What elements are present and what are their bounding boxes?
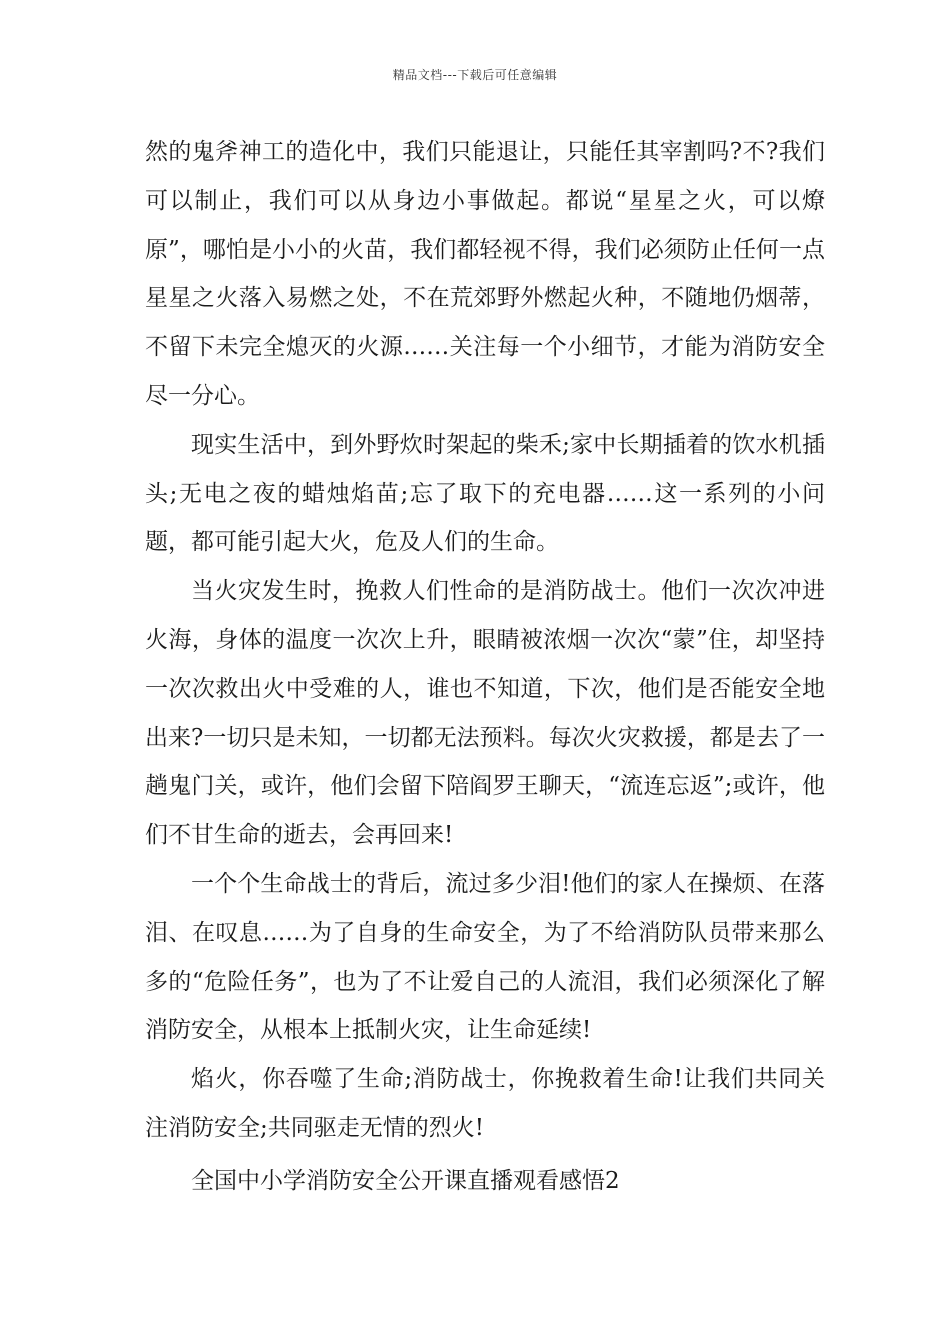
paragraph: 现实生活中，到外野炊时架起的柴禾;家中长期插着的饮水机插头;无电之夜的蜡烛焰苗;忘了取下的充电器……这一系列的小问题，都可能引起大火，危及人们的生命。	[145, 431, 825, 556]
paragraph: 当火灾发生时，挽救人们性命的是消防战士。他们一次次冲进火海，身体的温度一次次上升，眼睛被浓烟一次次“蒙”住，却坚持一次次救出火中受难的人，谁也不知道，下次，他们是否能安全地出来?一切只是未知，一切都无法预料。每次火灾救援，都是去了一趟鬼门关，或许，他们会留下陪阎罗王聊天，“流连忘返”;或许，他们不甘生命的逝去，会再回来!	[145, 578, 825, 849]
paragraph-continuation: 然的鬼斧神工的造化中，我们只能退让，只能任其宰割吗?不?我们可以制止，我们可以从身边小事做起。都说“星星之火，可以燎原”，哪怕是小小的火苗，我们都轻视不得，我们必须防止任何一点星星之火落入易燃之处，不在荒郊野外燃起火种，不随地仍烟蒂，不留下未完全熄灭的火源……关注每一个小细节，才能为消防安全尽一分心。	[145, 139, 825, 409]
section-title: 全国中小学消防安全公开课直播观看感悟2	[191, 1167, 620, 1194]
document-body	[145, 128, 825, 1206]
paragraph: 一个个生命战士的背后，流过多少泪!他们的家人在操烦、在落泪、在叹息……为了自身的生命安全，为了不给消防队员带来那么多的“危险任务”，也为了不让爱自己的人流泪，我们必须深化了解消防安全，从根本上抵制火灾，让生命延续!	[145, 870, 825, 1044]
page-header: 精品文档---下载后可任意编辑	[392, 68, 558, 82]
paragraph: 焰火，你吞噬了生命;消防战士，你挽救着生命!让我们共同关注消防安全;共同驱走无情的烈火!	[145, 1066, 825, 1141]
